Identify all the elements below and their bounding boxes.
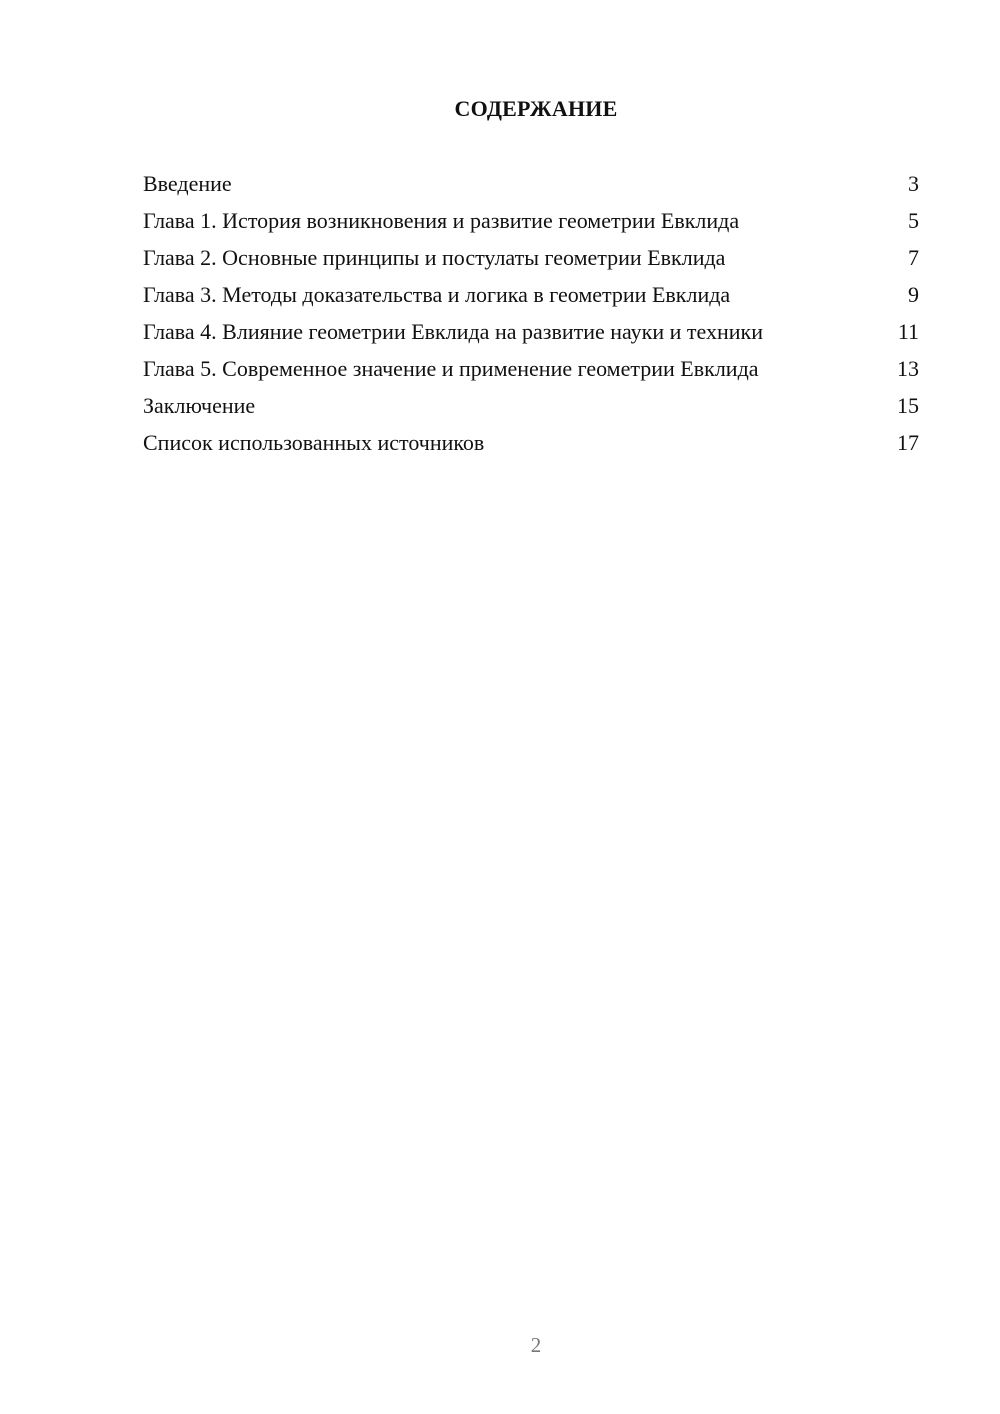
toc-entry-page: 17	[897, 430, 919, 455]
page-number: 2	[530, 1333, 542, 1357]
toc-entry-title: Глава 4. Влияние геометрии Евклида на развитие науки и техники	[143, 319, 764, 344]
toc-entry-chapter-5	[143, 355, 919, 382]
toc-heading: СОДЕРЖАНИЕ	[454, 96, 618, 121]
toc-entry-title: Список использованных источников	[143, 430, 485, 455]
toc-entry-chapter-4	[143, 318, 919, 345]
toc-entry-chapter-1	[143, 207, 919, 234]
toc-entry-introduction	[143, 170, 919, 197]
toc-entry-conclusion	[143, 392, 919, 419]
toc-entry-page: 7	[908, 245, 919, 270]
toc-entry-page: 13	[897, 356, 919, 381]
toc-entry-title: Глава 3. Методы доказательства и логика в геометрии Евклида	[143, 282, 731, 307]
toc-entry-chapter-2	[143, 244, 919, 271]
toc-entry-title: Введение	[143, 171, 232, 196]
table-of-contents	[143, 170, 919, 466]
toc-entry-page: 3	[908, 171, 919, 196]
toc-entry-title: Глава 5. Современное значение и применение геометрии Евклида	[143, 356, 759, 381]
toc-entry-page: 9	[908, 282, 919, 307]
toc-entry-title: Глава 2. Основные принципы и постулаты геометрии Евклида	[143, 245, 726, 270]
toc-entry-references	[143, 429, 919, 456]
toc-entry-chapter-3	[143, 281, 919, 308]
toc-entry-page: 11	[897, 319, 919, 344]
toc-entry-page: 5	[908, 208, 919, 233]
toc-entry-title: Глава 1. История возникновения и развитие геометрии Евклида	[143, 208, 740, 233]
toc-entry-page: 15	[897, 393, 919, 418]
toc-entry-title: Заключение	[143, 393, 256, 418]
